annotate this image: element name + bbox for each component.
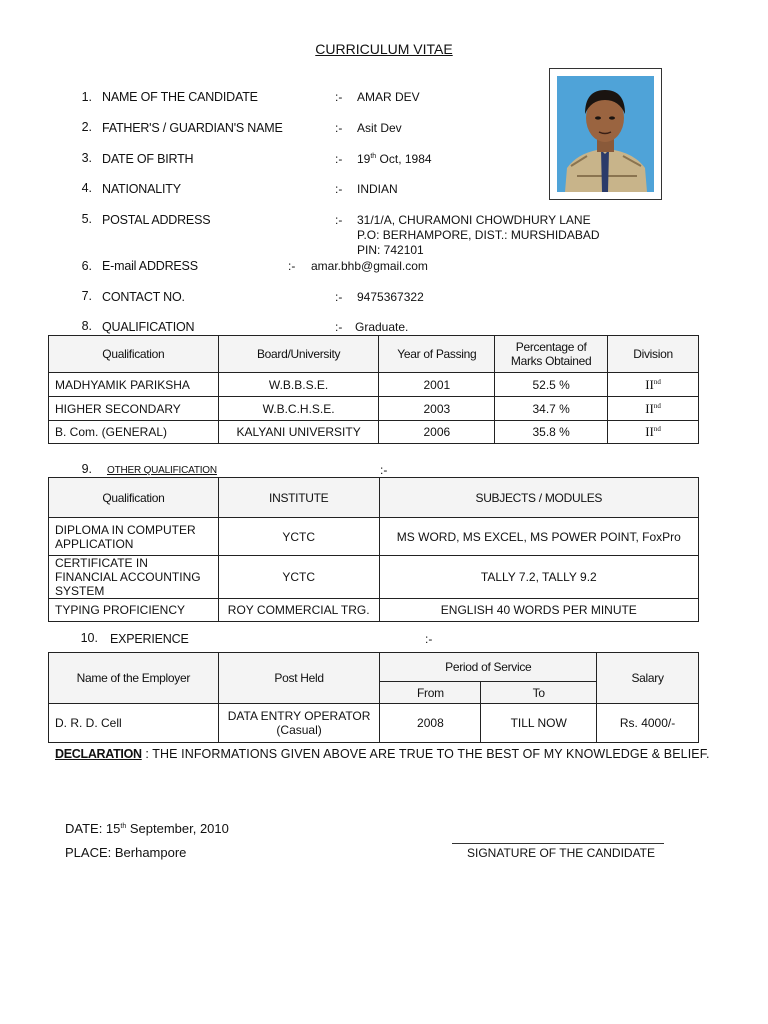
cell-qualification: CERTIFICATE IN FINANCIAL ACCOUNTING SYSTEM xyxy=(49,556,219,599)
table-header-row xyxy=(49,478,699,518)
field-number: 5. xyxy=(81,212,92,226)
cell-percentage: 52.5 % xyxy=(495,373,608,397)
header-post: Post Held xyxy=(218,653,380,704)
header-salary: Salary xyxy=(597,653,699,704)
header-board: Board/University xyxy=(218,336,379,373)
field-number: 7. xyxy=(81,289,92,303)
header-qualification: Qualification xyxy=(49,478,219,518)
field-separator: :- xyxy=(335,320,343,334)
declaration-text: : THE INFORMATIONS GIVEN ABOVE ARE TRUE TO THE BEST OF MY KNOWLEDGE & BELIEF. xyxy=(141,747,710,761)
field-label-contact: CONTACT NO. xyxy=(102,290,185,304)
field-number: 2. xyxy=(81,120,92,134)
header-subjects: SUBJECTS / MODULES xyxy=(379,478,698,518)
field-label-qualification: QUALIFICATION xyxy=(102,320,195,334)
header-to: To xyxy=(481,682,597,704)
field-value-father: Asit Dev xyxy=(357,121,402,135)
field-separator: :- xyxy=(335,213,343,227)
table-row xyxy=(49,704,699,743)
header-institute: INSTITUTE xyxy=(218,478,379,518)
candidate-photo-image xyxy=(557,76,654,192)
declaration-label: DECLARATION xyxy=(55,747,142,761)
cell-qualification: HIGHER SECONDARY xyxy=(49,397,219,421)
cell-institute: YCTC xyxy=(218,518,379,556)
field-number: 1. xyxy=(81,90,92,104)
section-number: 10. xyxy=(80,631,98,645)
field-separator: :- xyxy=(335,90,343,104)
field-label-nationality: NATIONALITY xyxy=(102,182,181,196)
experience-heading: EXPERIENCE xyxy=(110,632,189,646)
field-value-name: AMAR DEV xyxy=(357,90,420,104)
header-percentage: Percentage of Marks Obtained xyxy=(495,336,608,373)
table-row xyxy=(49,373,699,397)
cell-board: KALYANI UNIVERSITY xyxy=(218,421,379,444)
cell-qualification: B. Com. (GENERAL) xyxy=(49,421,219,444)
table-header-row xyxy=(49,336,699,373)
cell-to: TILL NOW xyxy=(481,704,597,743)
section-separator: :- xyxy=(425,632,433,646)
address-line-1: 31/1/A, CHURAMONI CHOWDHURY LANE xyxy=(357,213,591,227)
field-value-email: amar.bhb@gmail.com xyxy=(311,259,428,273)
cell-qualification: DIPLOMA IN COMPUTER APPLICATION xyxy=(49,518,219,556)
header-period: Period of Service xyxy=(380,653,597,682)
field-value-nationality: INDIAN xyxy=(357,182,398,196)
cell-year: 2003 xyxy=(379,397,495,421)
table-row xyxy=(49,556,699,599)
declaration-date: DATE: 15th September, 2010 xyxy=(65,821,229,836)
field-number: 6. xyxy=(81,259,92,273)
field-label-email: E-mail ADDRESS xyxy=(102,259,198,273)
cell-division: IInd xyxy=(608,421,699,444)
cell-year: 2001 xyxy=(379,373,495,397)
address-line-3: PIN: 742101 xyxy=(357,243,424,257)
qualification-table xyxy=(48,335,699,444)
signature-label: SIGNATURE OF THE CANDIDATE xyxy=(467,846,656,860)
address-line-2: P.O: BERHAMPORE, DIST.: MURSHIDABAD xyxy=(357,228,600,242)
field-separator: :- xyxy=(335,182,343,196)
header-employer: Name of the Employer xyxy=(49,653,219,704)
cell-board: W.B.B.S.E. xyxy=(218,373,379,397)
field-value-dob: 19th Oct, 1984 xyxy=(357,152,432,166)
experience-table xyxy=(48,652,699,743)
table-header-row xyxy=(49,653,699,682)
cell-percentage: 34.7 % xyxy=(495,397,608,421)
cell-institute: ROY COMMERCIAL TRG. xyxy=(218,599,379,622)
table-row xyxy=(49,421,699,444)
section-number: 9. xyxy=(81,462,92,476)
field-number: 4. xyxy=(81,181,92,195)
document-title: CURRICULUM VITAE xyxy=(315,41,453,57)
header-qualification: Qualification xyxy=(49,336,219,373)
other-qualification-table xyxy=(48,477,699,622)
declaration xyxy=(55,747,710,761)
field-number: 3. xyxy=(81,151,92,165)
field-value-qualification: Graduate. xyxy=(355,320,409,334)
field-value-contact: 9475367322 xyxy=(357,290,424,304)
candidate-photo xyxy=(549,68,662,200)
field-separator: :- xyxy=(288,259,296,273)
cell-institute: YCTC xyxy=(218,556,379,599)
cell-subjects: TALLY 7.2, TALLY 9.2 xyxy=(379,556,698,599)
field-separator: :- xyxy=(335,121,343,135)
cell-qualification: TYPING PROFICIENCY xyxy=(49,599,219,622)
signature-line xyxy=(452,843,664,844)
cell-year: 2006 xyxy=(379,421,495,444)
field-number: 8. xyxy=(81,319,92,333)
header-year: Year of Passing xyxy=(379,336,495,373)
table-row xyxy=(49,397,699,421)
cell-subjects: ENGLISH 40 WORDS PER MINUTE xyxy=(379,599,698,622)
cell-division: IInd xyxy=(608,397,699,421)
cell-subjects: MS WORD, MS EXCEL, MS POWER POINT, FoxPro xyxy=(379,518,698,556)
cell-post: DATA ENTRY OPERATOR (Casual) xyxy=(218,704,380,743)
field-label-address: POSTAL ADDRESS xyxy=(102,213,211,227)
header-division: Division xyxy=(608,336,699,373)
field-label-father: FATHER'S / GUARDIAN'S NAME xyxy=(102,121,283,135)
other-qualification-heading: OTHER QUALIFICATION xyxy=(107,465,217,476)
cell-from: 2008 xyxy=(380,704,481,743)
cell-percentage: 35.8 % xyxy=(495,421,608,444)
field-separator: :- xyxy=(335,152,343,166)
cell-qualification: MADHYAMIK PARIKSHA xyxy=(49,373,219,397)
section-separator: :- xyxy=(380,463,388,477)
cell-division: IInd xyxy=(608,373,699,397)
declaration-place: PLACE: Berhampore xyxy=(65,845,187,860)
table-row xyxy=(49,599,699,622)
field-label-dob: DATE OF BIRTH xyxy=(102,152,194,166)
field-separator: :- xyxy=(335,290,343,304)
cell-salary: Rs. 4000/- xyxy=(597,704,699,743)
field-label-name: NAME OF THE CANDIDATE xyxy=(102,90,258,104)
header-from: From xyxy=(380,682,481,704)
cell-employer: D. R. D. Cell xyxy=(49,704,219,743)
cell-board: W.B.C.H.S.E. xyxy=(218,397,379,421)
table-row xyxy=(49,518,699,556)
